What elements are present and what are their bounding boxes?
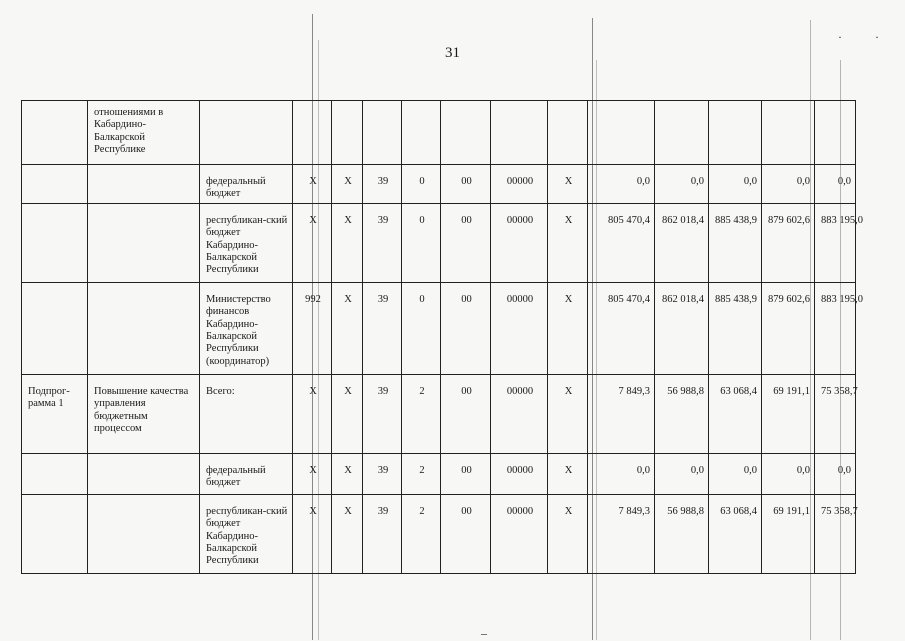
year-2-amount-cell: 56 988,8 [655, 374, 709, 453]
vr-code-cell: X [548, 282, 588, 374]
source-cell [200, 101, 293, 165]
year-1-amount-cell: 7 849,3 [588, 374, 655, 453]
grbs-code-cell: X [293, 374, 332, 453]
year-1-amount-cell: 805 470,4 [588, 203, 655, 282]
name-cell [88, 165, 200, 204]
direction-code-cell: 00000 [491, 374, 548, 453]
grbs-code-cell: X [293, 453, 332, 494]
subprogram-code-cell: 0 [402, 203, 441, 282]
status-cell: Подпрог-рамма 1 [22, 374, 88, 453]
name-cell: отношениями в Кабардино-Балкарской Республике [88, 101, 200, 165]
vr-code-cell: X [548, 494, 588, 573]
scan-mark: – [481, 626, 487, 640]
year-3-amount-cell: 885 438,9 [709, 282, 762, 374]
rz-code-cell: X [332, 203, 363, 282]
subprogram-code-cell: 0 [402, 165, 441, 204]
year-3-amount-cell: 885 438,9 [709, 203, 762, 282]
vr-code-cell: X [548, 453, 588, 494]
budget-table [21, 100, 863, 574]
year-4-amount-cell: 879 602,6 [762, 282, 815, 374]
program-code-cell: 39 [363, 494, 402, 573]
event-code-cell: 00 [441, 494, 491, 573]
status-cell [22, 494, 88, 573]
year-4-amount-cell: 69 191,1 [762, 494, 815, 573]
table-row [22, 165, 856, 204]
year-5-amount-cell [815, 101, 856, 165]
program-code-cell: 39 [363, 203, 402, 282]
source-cell: Министерство финансов Кабардино-Балкарской Республики (координатор) [200, 282, 293, 374]
event-code-cell: 00 [441, 165, 491, 204]
scan-mark: · [875, 30, 879, 44]
vr-code-cell: X [548, 203, 588, 282]
name-cell [88, 282, 200, 374]
year-2-amount-cell: 0,0 [655, 165, 709, 204]
table-row [22, 494, 856, 573]
event-code-cell: 00 [441, 374, 491, 453]
table-row [22, 203, 856, 282]
source-cell: Всего: [200, 374, 293, 453]
grbs-code-cell: X [293, 203, 332, 282]
name-cell: Повышение качества управления бюджетным процессом [88, 374, 200, 453]
program-code-cell: 39 [363, 374, 402, 453]
status-cell [22, 203, 88, 282]
rz-code-cell [332, 101, 363, 165]
year-1-amount-cell: 805 470,4 [588, 282, 655, 374]
table-row [22, 282, 856, 374]
year-2-amount-cell: 862 018,4 [655, 203, 709, 282]
direction-code-cell: 00000 [491, 453, 548, 494]
table-row [22, 374, 856, 453]
source-cell: федеральный бюджет [200, 165, 293, 204]
program-code-cell: 39 [363, 282, 402, 374]
rz-code-cell: X [332, 165, 363, 204]
year-4-amount-cell: 69 191,1 [762, 374, 815, 453]
status-cell [22, 453, 88, 494]
year-3-amount-cell: 0,0 [709, 165, 762, 204]
year-1-amount-cell: 0,0 [588, 453, 655, 494]
year-3-amount-cell: 63 068,4 [709, 374, 762, 453]
vr-code-cell [548, 101, 588, 165]
year-4-amount-cell: 0,0 [762, 165, 815, 204]
year-1-amount-cell: 0,0 [588, 165, 655, 204]
direction-code-cell: 00000 [491, 165, 548, 204]
name-cell [88, 494, 200, 573]
vr-code-cell: X [548, 374, 588, 453]
year-4-amount-cell: 879 602,6 [762, 203, 815, 282]
year-5-amount-cell: 0,0 [815, 165, 856, 204]
year-3-amount-cell: 63 068,4 [709, 494, 762, 573]
page-number: 31 [445, 45, 460, 61]
year-5-amount-cell: 75 358,7 [815, 494, 856, 573]
grbs-code-cell: X [293, 494, 332, 573]
year-5-amount-cell: 883 195,0 [815, 282, 856, 374]
subprogram-code-cell: 2 [402, 374, 441, 453]
status-cell [22, 282, 88, 374]
direction-code-cell: 00000 [491, 494, 548, 573]
rz-code-cell: X [332, 374, 363, 453]
direction-code-cell: 00000 [491, 282, 548, 374]
year-3-amount-cell [709, 101, 762, 165]
subprogram-code-cell: 2 [402, 453, 441, 494]
year-5-amount-cell: 75 358,7 [815, 374, 856, 453]
scan-mark: · [838, 30, 842, 44]
event-code-cell: 00 [441, 203, 491, 282]
event-code-cell: 00 [441, 282, 491, 374]
program-code-cell: 39 [363, 453, 402, 494]
table-row [22, 453, 856, 494]
name-cell [88, 453, 200, 494]
event-code-cell [441, 101, 491, 165]
grbs-code-cell: X [293, 165, 332, 204]
direction-code-cell: 00000 [491, 203, 548, 282]
year-1-amount-cell [588, 101, 655, 165]
status-cell [22, 101, 88, 165]
rz-code-cell: X [332, 282, 363, 374]
source-cell: республикан-ский бюджет Кабардино-Балкарской Республики [200, 203, 293, 282]
name-cell [88, 203, 200, 282]
year-5-amount-cell: 0,0 [815, 453, 856, 494]
year-2-amount-cell: 56 988,8 [655, 494, 709, 573]
subprogram-code-cell: 2 [402, 494, 441, 573]
program-code-cell: 39 [363, 165, 402, 204]
table-row [22, 101, 856, 165]
rz-code-cell: X [332, 453, 363, 494]
year-4-amount-cell: 0,0 [762, 453, 815, 494]
status-cell [22, 165, 88, 204]
program-code-cell [363, 101, 402, 165]
year-2-amount-cell [655, 101, 709, 165]
vr-code-cell: X [548, 165, 588, 204]
year-3-amount-cell: 0,0 [709, 453, 762, 494]
year-2-amount-cell: 862 018,4 [655, 282, 709, 374]
year-5-amount-cell: 883 195,0 [815, 203, 856, 282]
event-code-cell: 00 [441, 453, 491, 494]
subprogram-code-cell [402, 101, 441, 165]
direction-code-cell [491, 101, 548, 165]
year-1-amount-cell: 7 849,3 [588, 494, 655, 573]
year-2-amount-cell: 0,0 [655, 453, 709, 494]
grbs-code-cell: 992 [293, 282, 332, 374]
source-cell: федеральный бюджет [200, 453, 293, 494]
source-cell: республикан-ский бюджет Кабардино-Балкарской Республики [200, 494, 293, 573]
grbs-code-cell [293, 101, 332, 165]
rz-code-cell: X [332, 494, 363, 573]
subprogram-code-cell: 0 [402, 282, 441, 374]
year-4-amount-cell [762, 101, 815, 165]
